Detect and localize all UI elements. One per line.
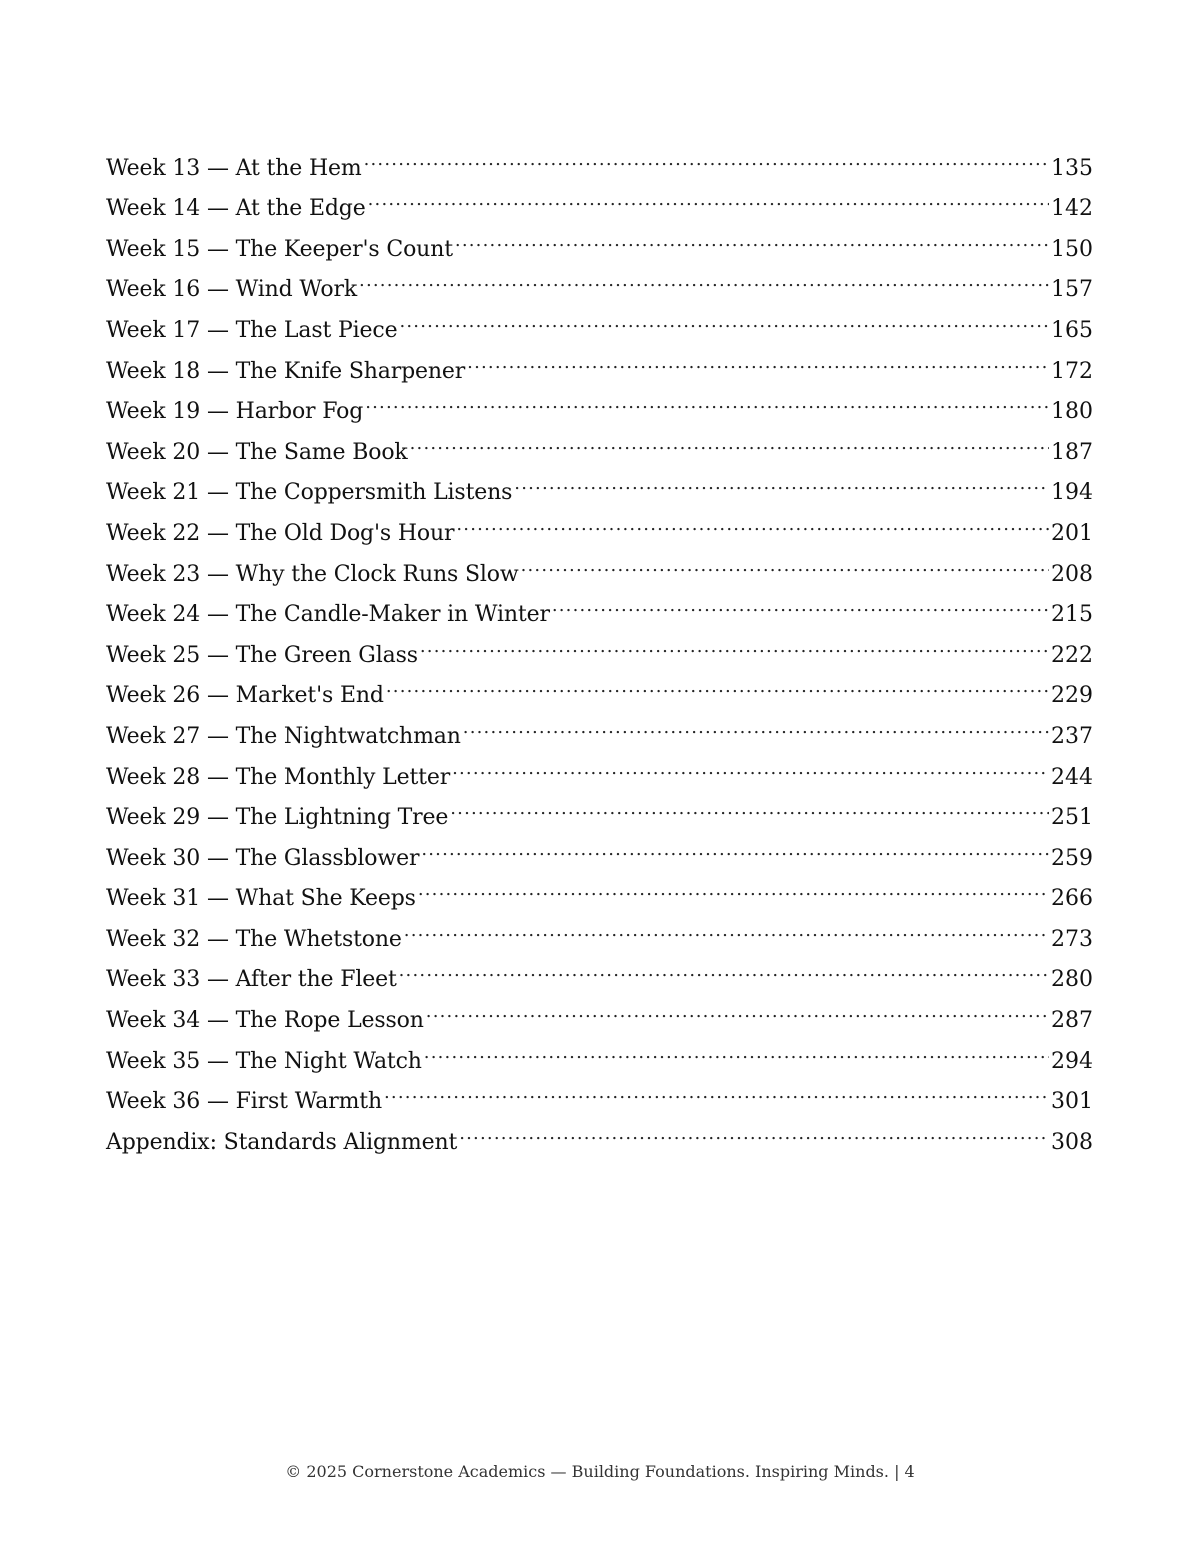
toc-entry-title: Week 22 — The Old Dog's Hour <box>106 520 455 546</box>
toc-entry-page: 208 <box>1051 561 1093 587</box>
toc-dot-leader <box>420 621 1049 662</box>
toc-entry-page: 294 <box>1051 1048 1093 1074</box>
table-of-contents <box>106 134 1093 1155</box>
toc-entry-page: 180 <box>1051 399 1093 425</box>
toc-entry-title: Week 30 — The Glassblower <box>106 845 420 871</box>
toc-dot-leader <box>359 256 1049 297</box>
toc-entry-title: Week 17 — The Last Piece <box>106 317 398 343</box>
page-footer: © 2025 Cornerstone Academics — Building Foundations. Inspiring Minds. | 4 <box>285 1462 915 1481</box>
toc-dot-leader <box>421 824 1049 865</box>
toc-entry-page: 273 <box>1051 926 1093 952</box>
toc-entry-title: Week 25 — The Green Glass <box>106 642 418 668</box>
toc-entry-title: Week 34 — The Rope Lesson <box>106 1008 424 1034</box>
toc-entry-page: 157 <box>1051 277 1093 303</box>
toc-dot-leader <box>384 1068 1049 1109</box>
toc-entry-page: 194 <box>1051 480 1093 506</box>
toc-entry-title: Week 35 — The Night Watch <box>106 1048 422 1074</box>
toc-entry-title: Week 20 — The Same Book <box>106 439 408 465</box>
toc-entry-title: Week 24 — The Candle-Maker in Winter <box>106 602 550 628</box>
toc-entry-title: Week 26 — Market's End <box>106 683 384 709</box>
toc-dot-leader <box>418 865 1049 906</box>
toc-dot-leader <box>424 1027 1049 1068</box>
toc-entry-title: Week 21 — The Coppersmith Listens <box>106 480 513 506</box>
toc-entry-title: Week 31 — What She Keeps <box>106 886 416 912</box>
toc-entry-page: 222 <box>1051 642 1093 668</box>
toc-entry-page: 201 <box>1051 520 1093 546</box>
toc-entry-title: Appendix: Standards Alignment <box>106 1129 458 1155</box>
toc-entry-title: Week 27 — The Nightwatchman <box>106 723 461 749</box>
toc-entry-title: Week 15 — The Keeper's Count <box>106 236 453 262</box>
toc-dot-leader <box>365 378 1049 419</box>
toc-entry-page: 244 <box>1051 764 1093 790</box>
toc-entry <box>106 134 1093 181</box>
toc-entry-title: Week 33 — After the Fleet <box>106 967 397 993</box>
toc-entry-title: Week 13 — At the Hem <box>106 155 362 181</box>
toc-entry-page: 259 <box>1051 845 1093 871</box>
toc-entry-title: Week 32 — The Whetstone <box>106 926 402 952</box>
toc-entry-page: 172 <box>1051 358 1093 384</box>
toc-dot-leader <box>426 986 1049 1027</box>
toc-dot-leader <box>404 905 1049 946</box>
toc-entry-page: 301 <box>1051 1089 1093 1115</box>
toc-dot-leader <box>399 946 1049 987</box>
toc-entry-title: Week 19 — Harbor Fog <box>106 399 364 425</box>
toc-dot-leader <box>459 1108 1049 1149</box>
toc-entry-title: Week 29 — The Lightning Tree <box>106 805 449 831</box>
toc-entry-page: 150 <box>1051 236 1093 262</box>
toc-entry-page: 215 <box>1051 602 1093 628</box>
toc-entry-page: 165 <box>1051 317 1093 343</box>
toc-entry-page: 237 <box>1051 723 1093 749</box>
toc-dot-leader <box>364 134 1049 175</box>
toc-entry-page: 280 <box>1051 967 1093 993</box>
toc-entry-page: 187 <box>1051 439 1093 465</box>
toc-entry-title: Week 16 — Wind Work <box>106 277 358 303</box>
toc-dot-leader <box>452 743 1049 784</box>
toc-dot-leader <box>368 175 1049 216</box>
toc-entry-title: Week 18 — The Knife Sharpener <box>106 358 466 384</box>
toc-dot-leader <box>399 296 1049 337</box>
toc-entry-page: 251 <box>1051 805 1093 831</box>
toc-dot-leader <box>467 337 1049 378</box>
toc-entry-title: Week 23 — Why the Clock Runs Slow <box>106 561 519 587</box>
toc-dot-leader <box>463 702 1049 743</box>
toc-entry-page: 142 <box>1051 196 1093 222</box>
toc-dot-leader <box>521 540 1049 581</box>
toc-entry-title: Week 36 — First Warmth <box>106 1089 383 1115</box>
toc-entry-page: 266 <box>1051 886 1093 912</box>
toc-dot-leader <box>386 662 1049 703</box>
toc-dot-leader <box>455 215 1049 256</box>
toc-entry-page: 308 <box>1051 1129 1093 1155</box>
toc-entry-title: Week 14 — At the Edge <box>106 196 366 222</box>
toc-dot-leader <box>410 418 1049 459</box>
toc-entry-page: 229 <box>1051 683 1093 709</box>
toc-dot-leader <box>552 581 1049 622</box>
toc-entry-page: 287 <box>1051 1008 1093 1034</box>
toc-dot-leader <box>514 459 1049 500</box>
toc-entry-page: 135 <box>1051 155 1093 181</box>
toc-dot-leader <box>456 499 1049 540</box>
toc-entry-title: Week 28 — The Monthly Letter <box>106 764 451 790</box>
toc-dot-leader <box>450 784 1049 825</box>
